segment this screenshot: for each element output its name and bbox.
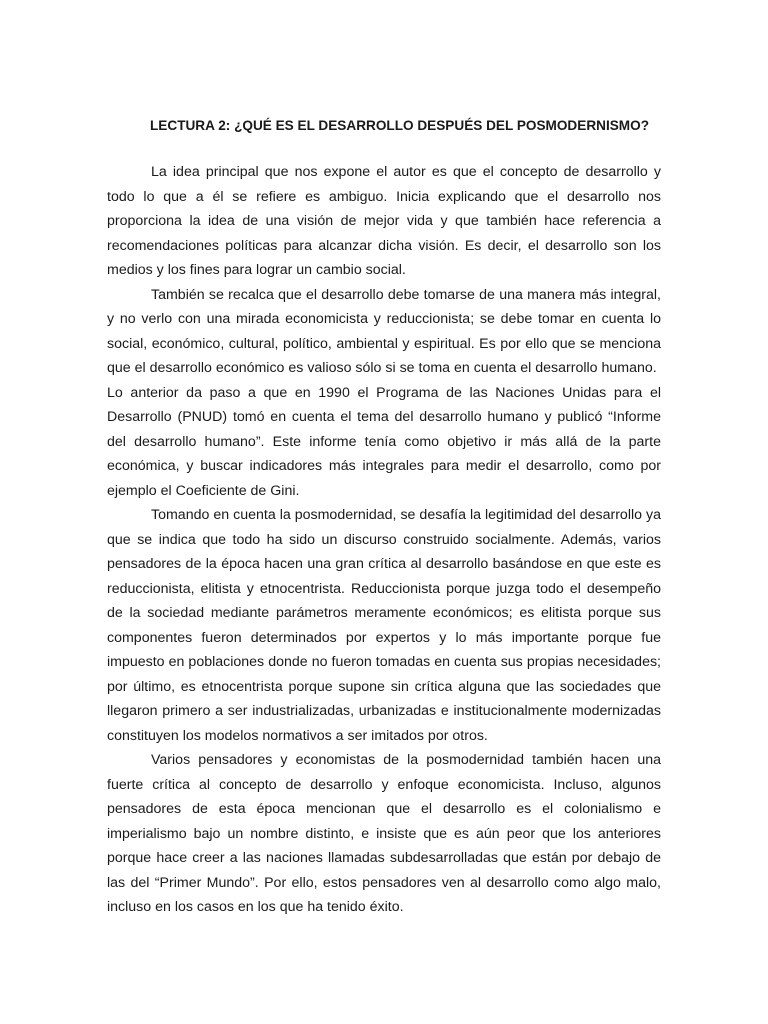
paragraph-5: Varios pensadores y economistas de la posmodernidad también hacen una fuerte crítica al concepto de desarrollo y enfoque economicista. Incluso, algunos pensadores de esta época mencionan que el desarrollo es el colonialismo e imperialismo bajo un nombre distinto, e insiste que es aún peor que los anteriores porque hace creer a las naciones llamadas subdesarrolladas que están por debajo de las del “Primer Mundo”. Por ello, estos pensadores ven al desarrollo como algo malo, incluso en los casos en los que ha tenido éxito.: [107, 752, 661, 915]
paragraph-1: La idea principal que nos expone el autor es que el concepto de desarrollo y todo lo que a él se refiere es ambiguo. Inicia explicando que el desarrollo nos proporciona la idea de una visión de mejor vida y que también hace referencia a recomendaciones políticas para alcanzar dicha visión. Es decir, el desarrollo son los medios y los fines para lograr un cambio social.: [107, 164, 661, 278]
paragraph-3: Lo anterior da paso a que en 1990 el Programa de las Naciones Unidas para el Desarrollo (PNUD) tomó en cuenta el tema del desarrollo humano y publicó “Informe del desarrollo humano”. Este informe tenía como objetivo ir más allá de la parte económica, y buscar indicadores más integrales para medir el desarrollo, como por ejemplo el Coeficiente de Gini.: [107, 384, 661, 499]
paragraph-2: También se recalca que el desarrollo debe tomarse de una manera más integral, y no verlo con una mirada economicista y reduccionista; se debe tomar en cuenta lo social, económico, cultural, político, ambiental y espiritual. Es por ello que se menciona que el desarrollo económico es valioso sólo si se toma en cuenta el desarrollo humano.: [107, 286, 661, 376]
document-title: LECTURA 2: ¿QUÉ ES EL DESARROLLO DESPUÉS DEL POSMODERNISMO?: [150, 118, 649, 133]
document-body: [107, 160, 661, 920]
paragraph-4: Tomando en cuenta la posmodernidad, se desafía la legitimidad del desarrollo ya que se indica que todo ha sido un discurso construido socialmente. Además, varios pensadores de la época hacen una gran crítica al desarrollo basándose en que este es reduccionista, elitista y etnocentrista. Reduccionista porque juzga todo el desempeño de la sociedad mediante parámetros meramente económicos; es elitista porque sus componentes fueron determinados por expertos y lo más importante porque fue impuesto en poblaciones donde no fueron tomadas en cuenta sus propias necesidades; por último, es etnocentrista porque supone sin crítica alguna que las sociedades que llegaron primero a ser industrializadas, urbanizadas e institucionalmente modernizadas constituyen los modelos normativos a ser imitados por otros.: [107, 507, 661, 744]
